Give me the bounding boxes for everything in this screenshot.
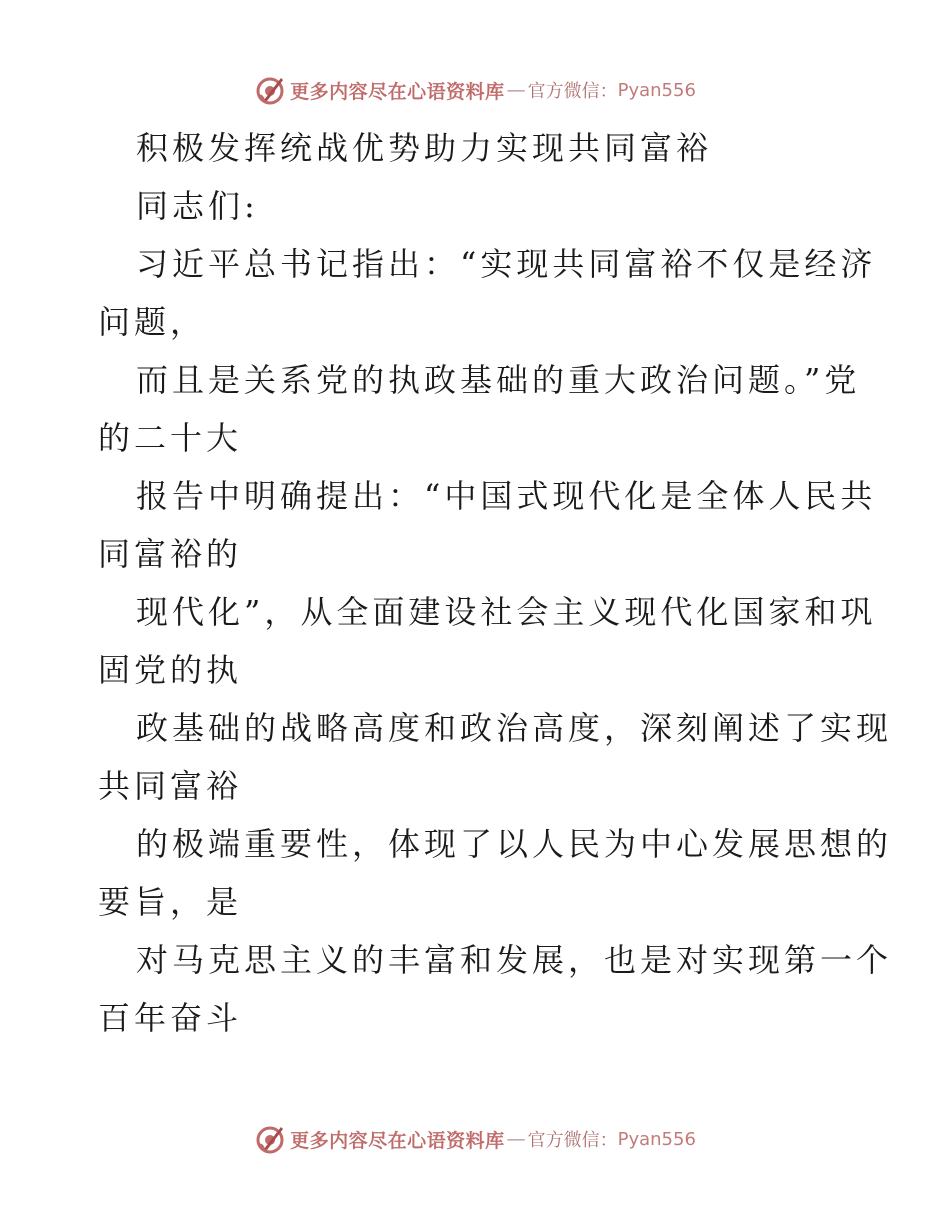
text-line: 的极端重要性，体现了以人民为中心发展思想的 [136,825,893,863]
text-line: 要旨，是 [98,883,243,921]
text-line: 同富裕的 [98,535,243,573]
text-line: 报告中明确提出：“中国式现代化是全体人民共 [136,477,877,515]
salutation: 同志们: [136,187,259,225]
quill-logo-icon [254,74,286,106]
watermark-text: 更多内容尽在心语资料库 [290,80,505,103]
watermark-separator: — [506,1128,526,1150]
text-line: 问题， [98,303,207,341]
text-line: 固党的执 [98,651,243,689]
watermark-label: 官方微信： [527,1130,618,1151]
text-line: 对马克思主义的丰富和发展，也是对实现第一个 [136,941,893,979]
watermark-wechat-id: Pyan556 [617,1128,696,1150]
text-line: 政基础的战略高度和政治高度，深刻阐述了实现 [136,709,893,747]
quill-logo-icon [254,1123,286,1155]
watermark-separator: — [506,79,526,101]
text-line: 百年奋斗 [98,999,243,1037]
watermark-wechat-id: Pyan556 [617,79,696,101]
text-line: 而且是关系党的执政基础的重大政治问题。”党 [136,361,861,399]
watermark-banner-bottom [0,1119,950,1159]
watermark-text: 更多内容尽在心语资料库 [290,1129,505,1152]
text-line: 的二十大 [98,419,243,457]
watermark-banner-top [0,70,950,110]
document-title: 积极发挥统战优势助力实现共同富裕 [136,129,713,167]
text-line: 习近平总书记指出：“实现共同富裕不仅是经济 [136,245,877,283]
watermark-label: 官方微信： [527,81,618,102]
text-line: 现代化”，从全面建设社会主义现代化国家和巩 [136,593,877,631]
text-line: 共同富裕 [98,767,243,805]
